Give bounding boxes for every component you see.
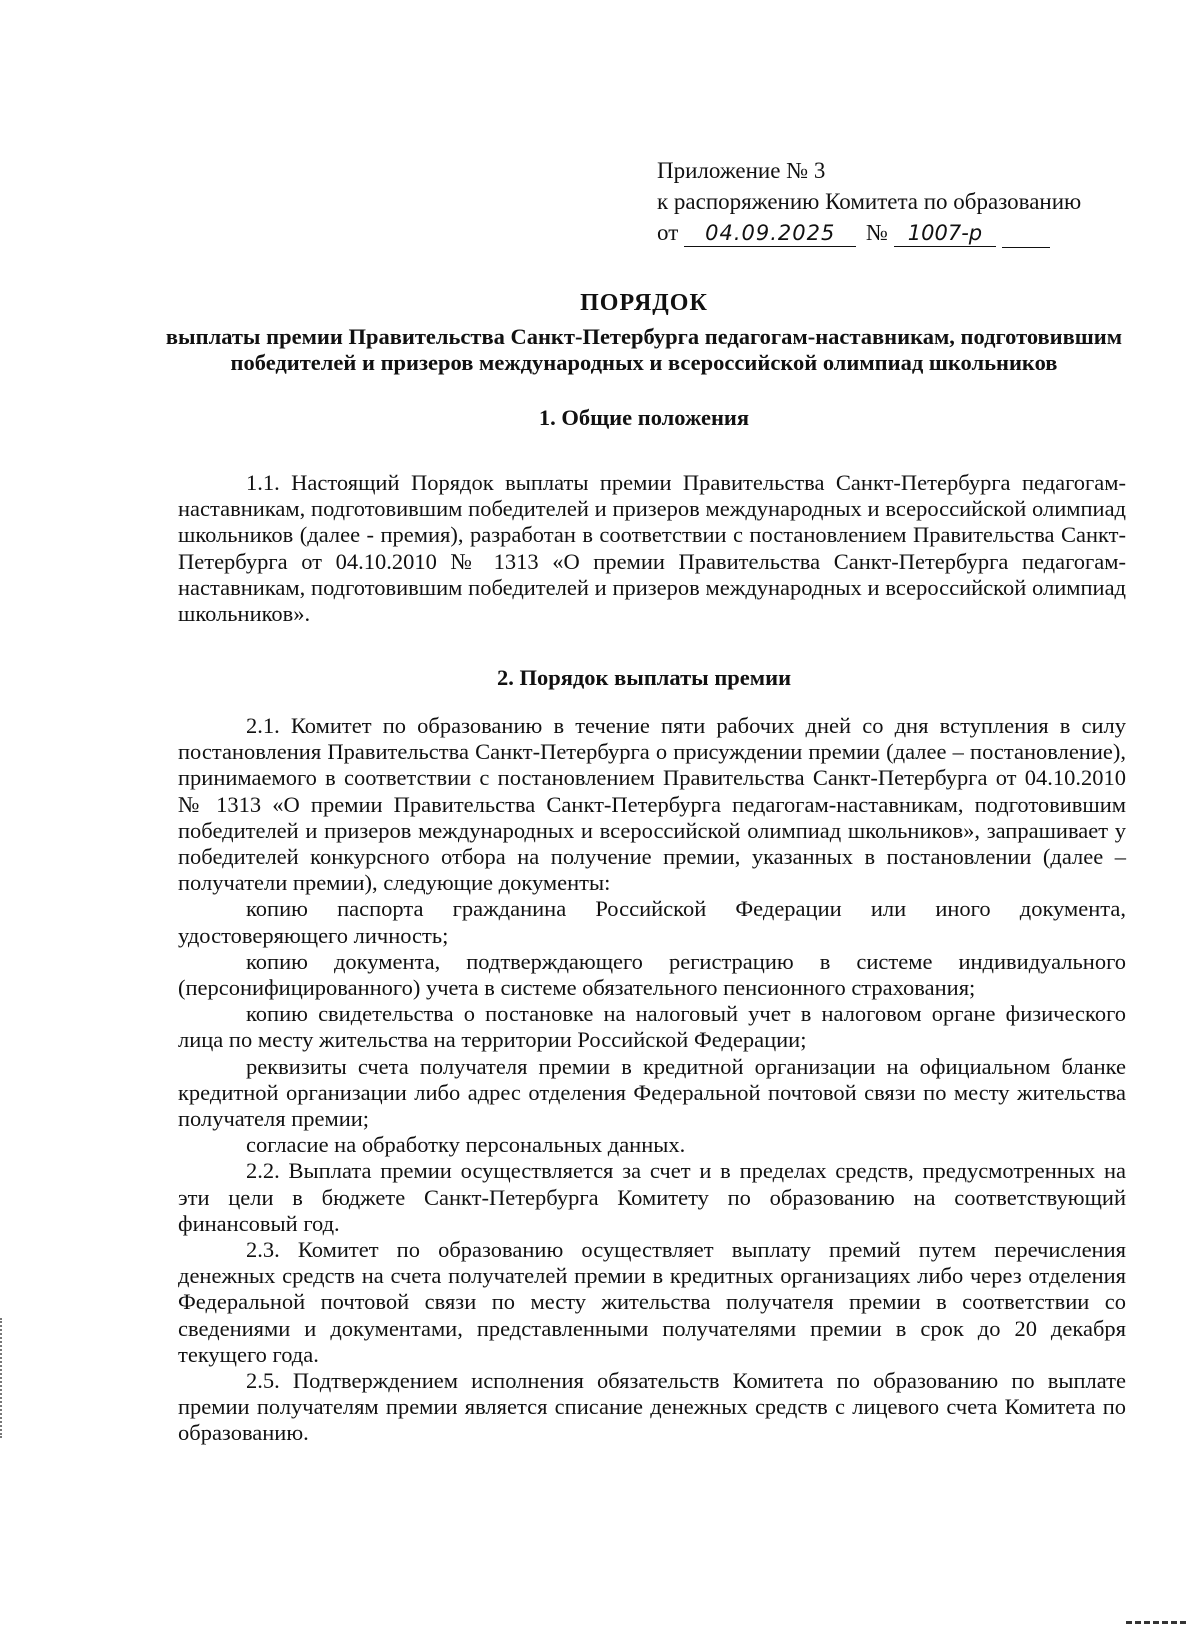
paragraph-2-1: 2.1. Комитет по образованию в течение пяти рабочих дней со дня вступления в силу постановления Правительства Санкт-Петербурга о присуждении премии (далее – постановление), принимаемого в соответствии с постановлением Правительства Санкт-Петербурга от 04.10.2010 № 1313 «О премии Правительства Санкт-Петербурга педагогам-наставникам, подготовившим победителей и призеров международных и всероссийской олимпиад школьников», запрашивает у победителей конкурсного отбора на получение премии, указанных в постановлении (далее – получатели премии), следующие документы: bbox=[178, 713, 1126, 896]
document-item-bank-details: реквизиты счета получателя премии в кредитной организации на официальном бланке кредитной организации либо адрес отделения Федеральной почтовой связи по месту жительства получателя премии; bbox=[178, 1053, 1126, 1132]
paragraph-2-3: 2.3. Комитет по образованию осуществляет выплату премий путем перечисления денежных средств на счета получателей премии в кредитных организациях либо через отделения Федеральной почтовой связи по месту жительства получателя премии в соответствии со сведениями и документами, представленными получателями премии в срок до 20 декабря текущего года. bbox=[178, 1237, 1126, 1367]
paragraph-2-2: 2.2. Выплата премии осуществляется за счет и в пределах средств, предусмотренных на эти цели в бюджете Санкт-Петербурга Комитету по образованию на соответствующий финансовый год. bbox=[178, 1158, 1126, 1236]
appendix-number: Приложение № 3 bbox=[657, 158, 826, 183]
handwritten-number: 1007-р bbox=[894, 220, 996, 247]
document-title: ПОРЯДОК bbox=[580, 290, 708, 316]
scan-margin-marks bbox=[0, 1318, 8, 1438]
paragraph-1-1: 1.1. Настоящий Порядок выплаты премии Правительства Санкт-Петербурга педагогам-наставникам, подготовившим победителей и призеров международных и всероссийской олимпиад школьников (далее - премия), разработан в соответствии с постановлением Правительства Санкт-Петербурга от 04.10.2010 № 1313 «О премии Правительства Санкт-Петербурга педагогам-наставникам, подготовившим победителей и призеров международных и всероссийской олимпиад школьников». bbox=[178, 470, 1126, 627]
section-2-heading: 2. Порядок выплаты премии bbox=[496, 665, 792, 690]
section-2-body bbox=[178, 713, 1126, 1447]
handwritten-date: 04.09.2025 bbox=[684, 220, 856, 247]
number-underline bbox=[1002, 227, 1050, 248]
document-item-passport: копию паспорта гражданина Российской Федерации или иного документа, удостоверяющего личность; bbox=[178, 896, 1126, 948]
paragraph-2-5: 2.5. Подтверждением исполнения обязательств Комитета по образованию по выплате премии получателям премии является списание денежных средств с лицевого счета Комитета по образованию. bbox=[178, 1368, 1126, 1446]
appendix-order-reference: к распоряжению Комитета по образованию bbox=[657, 189, 1082, 214]
document-item-pension-registration: копию документа, подтверждающего регистрацию в системе индивидуального (персонифицированного) учета в системе обязательного пенсионного страхования; bbox=[178, 948, 1126, 1001]
section-1-heading: 1. Общие положения bbox=[538, 405, 750, 430]
section-1-body bbox=[178, 470, 1126, 627]
document-item-data-consent: согласие на обработку персональных данных. bbox=[246, 1132, 686, 1158]
appendix-date-number-line bbox=[657, 217, 1127, 248]
document-item-tax-registration: копию свидетельства о постановке на налоговый учет в налоговом органе физического лица по месту жительства на территории Российской Федерации; bbox=[178, 1001, 1126, 1053]
document-subtitle: выплаты премии Правительства Санкт-Петербурга педагогам-наставникам, подготовившим победителей и призеров международных и всероссийской олимпиад школьников bbox=[165, 324, 1123, 375]
scan-corner-mark bbox=[1126, 1621, 1186, 1630]
number-label: № bbox=[866, 220, 888, 245]
title-block bbox=[160, 288, 1128, 376]
from-label: от bbox=[657, 220, 679, 245]
appendix-reference bbox=[657, 155, 1127, 248]
